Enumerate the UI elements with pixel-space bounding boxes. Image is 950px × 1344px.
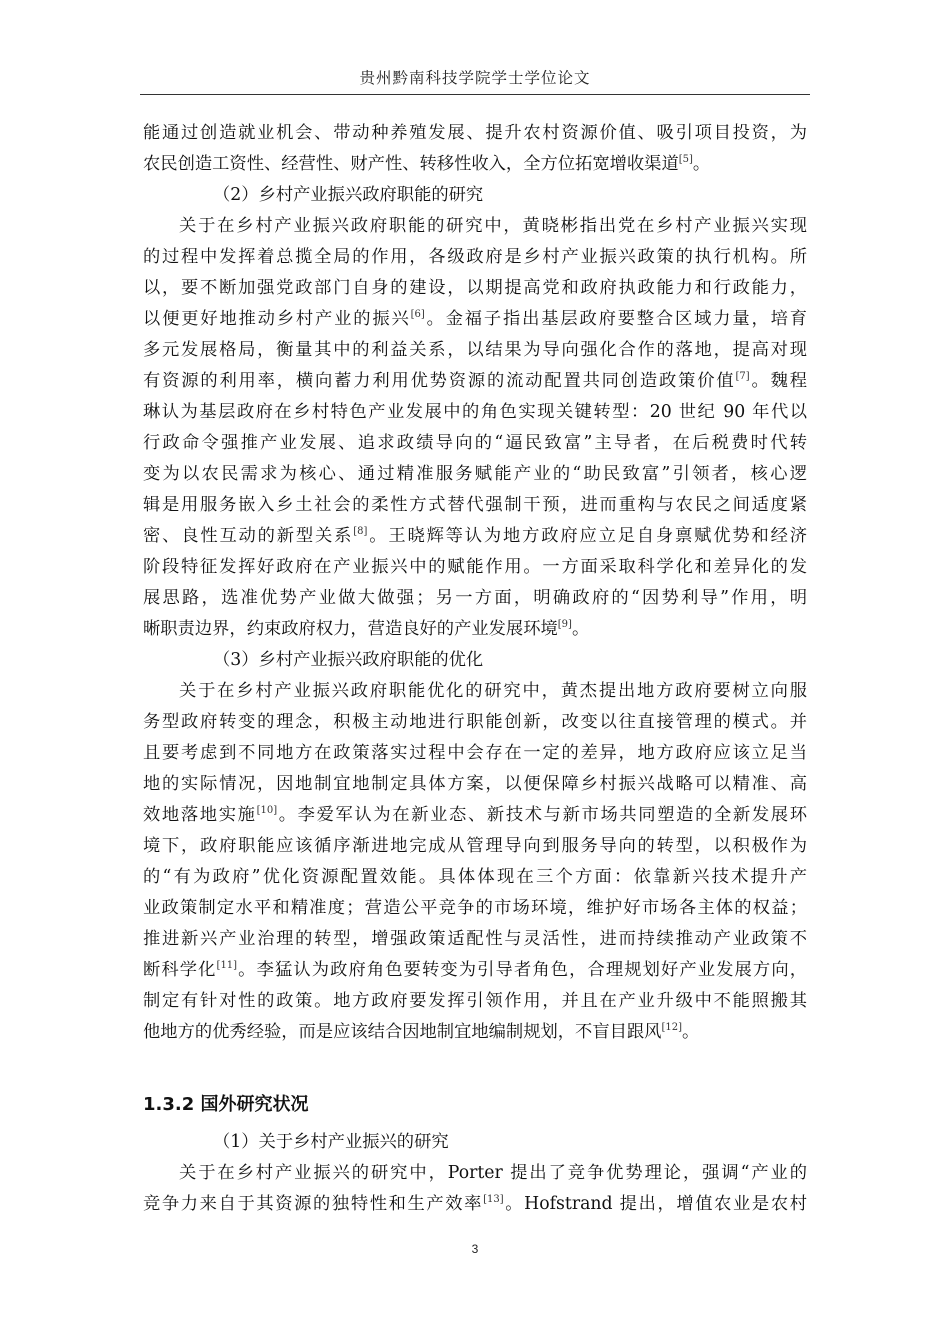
line-text: 。 [692,154,711,174]
line-text: 断科学化 [143,960,217,980]
line-text: 竞争力来自于其资源的独特性和生产效率 [143,1194,484,1214]
body-text-continued [143,1127,807,1220]
paragraph-line [143,149,807,180]
paragraph-line [143,738,807,769]
paragraph-line [143,428,807,459]
line-text: （1）关于乡村产业振兴的研究 [213,1132,449,1152]
line-text: 关于在乡村产业振兴政府职能的研究中，黄晓彬指出党在乡村产业振兴实现 [179,216,807,236]
paragraph-line [143,552,807,583]
paragraph-line [143,118,807,149]
line-text: 晰职责边界，约束政府权力，营造良好的产业发展环境 [143,619,558,639]
paragraph-line [143,521,807,552]
line-text: 且要考虑到不同地方在政策落实过程中会存在一定的差异，地方政府应该立足当 [143,743,807,763]
paragraph-line [143,1189,807,1220]
paragraph-line [143,676,807,707]
paragraph-line [143,273,807,304]
paragraph-line [143,769,807,800]
paragraph-line [143,397,807,428]
paragraph-line [143,583,807,614]
paragraph-line [143,893,807,924]
citation-mark: [6] [410,309,425,321]
line-text: 的“有为政府”优化资源配置效能。具体体现在三个方面：依靠新兴技术提升产 [143,867,807,887]
line-text: 变为以农民需求为核心、通过精准服务赋能产业的“助民致富”引领者，核心逻 [143,464,807,484]
line-text: 。李爱军认为在新业态、新技术与新市场共同塑造的全新发展环 [277,805,807,825]
line-text: 境下，政府职能应该循序渐进地完成从管理导向到服务导向的转型，以积极作为 [143,836,807,856]
subsection-heading [143,1127,807,1158]
line-text: 能通过创造就业机会、带动种养殖发展、提升农村资源价值、吸引项目投资，为 [143,123,807,143]
paragraph-line [143,459,807,490]
line-text: 。王晓辉等认为地方政府应立足自身禀赋优势和经济 [367,526,807,546]
citation-mark: [7] [735,371,750,383]
line-text: 多元发展格局，衡量其中的利益关系，以结果为导向强化合作的落地，提高对现 [143,340,807,360]
line-text: 推进新兴产业治理的转型，增强政策适配性与灵活性，进而持续推动产业政策不 [143,929,807,949]
citation-mark: [10] [256,805,278,817]
paragraph-line [143,1017,807,1048]
line-text: 关于在乡村产业振兴政府职能优化的研究中，黄杰提出地方政府要树立向服 [179,681,807,701]
paragraph-line [143,800,807,831]
line-text: 制定有针对性的政策。地方政府要发挥引领作用，并且在产业升级中不能照搬其 [143,991,807,1011]
line-text: 阶段特征发挥好政府在产业振兴中的赋能作用。一方面采取科学化和差异化的发 [143,557,807,577]
paragraph-line [143,242,807,273]
paragraph-line [143,955,807,986]
paragraph-line [143,831,807,862]
citation-mark: [13] [483,1194,504,1206]
page-header-title: 贵州黔南科技学院学士学位论文 [359,69,591,87]
citation-mark: [8] [353,526,368,538]
paragraph-line [143,366,807,397]
paragraph-line [143,490,807,521]
paragraph-line [143,862,807,893]
paragraph-line [143,924,807,955]
header-rule [140,94,810,95]
subsection-heading [143,645,807,676]
line-text: 他地方的优秀经验，而是应该结合因地制宜地编制规划，不盲目跟风 [143,1022,662,1042]
line-text: 关于在乡村产业振兴的研究中，Porter 提出了竞争优势理论，强调“产业的 [179,1163,807,1183]
line-text: 。金福子指出基层政府要整合区域力量，培育 [424,309,807,329]
line-text: 。Hofstrand 提出，增值农业是农村 [503,1194,807,1214]
line-text: 农民创造工资性、经营性、财产性、转移性收入，全方位拓宽增收渠道 [143,154,679,174]
line-text: 密、良性互动的新型关系 [143,526,354,546]
citation-mark: [11] [216,960,238,972]
citation-mark: [12] [661,1022,682,1034]
line-text: 行政命令强推产业发展、追求政绩导向的“逼民致富”主导者，在后税费时代转 [143,433,807,453]
citation-mark: [5] [678,154,693,166]
section-heading: 1.3.2 国外研究状况 [143,1094,309,1115]
line-text: 以，要不断加强党政部门自身的建设，以期提高党和政府执政能力和行政能力， [143,278,807,298]
line-text: 。 [681,1022,700,1042]
subsection-heading [143,180,807,211]
paragraph-line [143,614,807,645]
line-text: 展思路，选准优势产业做大做强；另一方面，明确政府的“因势利导”作用，明 [143,588,807,608]
paragraph-line [143,304,807,335]
line-text: 的过程中发挥着总揽全局的作用，各级政府是乡村产业振兴政策的执行机构。所 [143,247,807,267]
line-text: 。李猛认为政府角色要转变为引导者角色，合理规划好产业发展方向， [237,960,807,980]
line-text: 效地落地实施 [143,805,257,825]
paragraph-line [143,986,807,1017]
paragraph-line [143,211,807,242]
line-text: 地的实际情况，因地制宜地制定具体方案，以便保障乡村振兴战略可以精准、高 [143,774,807,794]
line-text: 有资源的利用率，横向蓄力利用优势资源的流动配置共同创造政策价值 [143,371,736,391]
citation-mark: [9] [557,619,572,631]
line-text: 务型政府转变的理念，积极主动地进行职能创新，改变以往直接管理的模式。并 [143,712,807,732]
line-text: 以便更好地推动乡村产业的振兴 [143,309,411,329]
line-text: （2）乡村产业振兴政府职能的研究 [213,185,484,205]
body-text [143,118,807,1048]
paragraph-line [143,707,807,738]
line-text: 琳认为基层政府在乡村特色产业发展中的角色实现关键转型：20 世纪 90 年代以 [143,402,807,422]
line-text: 辑是用服务嵌入乡土社会的柔性方式替代强制干预，进而重构与农民之间适度紧 [143,495,807,515]
line-text: 。 [571,619,590,639]
line-text: 业政策制定水平和精准度；营造公平竞争的市场环境，维护好市场各主体的权益； [143,898,807,918]
paragraph-line [143,1158,807,1189]
line-text: 。魏程 [749,371,807,391]
line-text: （3）乡村产业振兴政府职能的优化 [213,650,484,670]
page-number: 3 [471,1242,479,1256]
paragraph-line [143,335,807,366]
